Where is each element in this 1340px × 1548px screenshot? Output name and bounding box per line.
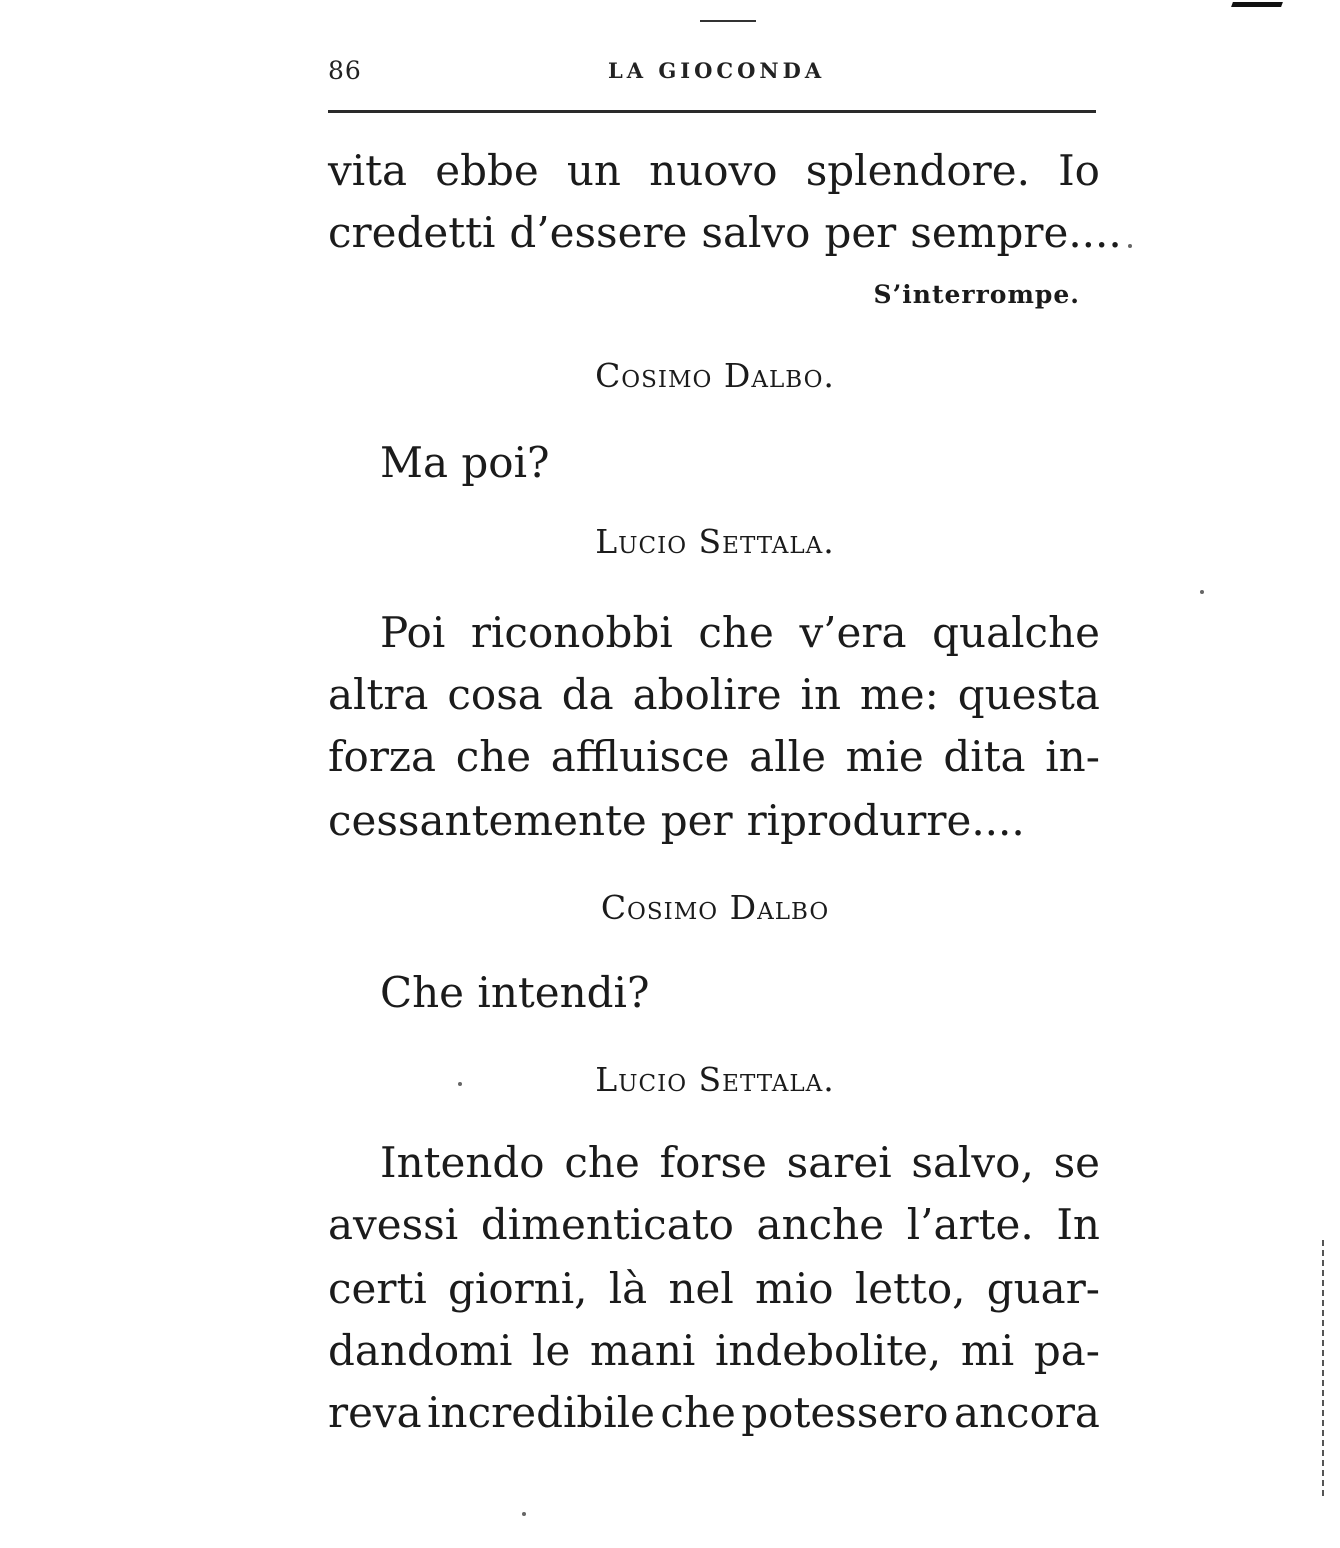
text-line: Ma poi? (380, 438, 550, 487)
scan-speck (1128, 244, 1132, 248)
word: me: (859, 670, 939, 719)
word: cosa (447, 670, 543, 719)
scan-speck (1200, 590, 1204, 594)
word: vita (328, 146, 408, 195)
text-line (328, 144, 1100, 198)
word: salvo (701, 208, 811, 257)
speaker-name: Lucio Settala. (595, 1060, 835, 1099)
page-number: 86 (328, 56, 362, 85)
word: potessero (741, 1388, 949, 1437)
scan-speck (458, 1082, 462, 1086)
word: mio (755, 1264, 834, 1313)
stage-direction: S’interrompe. (873, 280, 1080, 309)
word: riprodurre.... (746, 796, 1025, 845)
word: nuovo (649, 146, 778, 195)
word: forse (659, 1138, 767, 1187)
word: avessi (328, 1200, 459, 1249)
word: da (561, 670, 614, 719)
word: alle (749, 732, 826, 781)
word: v’era (799, 608, 907, 657)
word: che (455, 732, 532, 781)
word: ancora (953, 1388, 1100, 1437)
text-line (380, 606, 1100, 660)
word: per (824, 208, 897, 257)
word: l’arte. (906, 1200, 1034, 1249)
word: per (660, 796, 733, 845)
word: questa (957, 670, 1100, 719)
text-line (328, 668, 1100, 722)
word: Intendo (380, 1138, 545, 1187)
word: che (698, 608, 774, 657)
corner-mark (1231, 2, 1283, 7)
word: reva (328, 1388, 422, 1437)
word: sempre.... (910, 208, 1122, 257)
word: se (1053, 1138, 1100, 1187)
word: mie (845, 732, 924, 781)
word: mani (589, 1326, 696, 1375)
word: che (660, 1388, 736, 1437)
word: dandomi (328, 1326, 513, 1375)
word: ebbe (435, 146, 539, 195)
speaker-name: Cosimo Dalbo. (595, 356, 835, 395)
word: indebolite, (714, 1326, 942, 1375)
word: mi (960, 1326, 1015, 1375)
speaker-name: Cosimo Dalbo (600, 888, 830, 927)
word: forza (328, 732, 437, 781)
word: sarei (786, 1138, 892, 1187)
text-line (328, 1324, 1100, 1378)
scan-speck (522, 1512, 526, 1516)
print-mark (700, 20, 756, 22)
word: nel (668, 1264, 734, 1313)
word: là (608, 1264, 648, 1313)
word: salvo, (911, 1138, 1034, 1187)
word: incredibile (427, 1388, 655, 1437)
word: dita (943, 732, 1026, 781)
word: Io (1058, 146, 1100, 195)
word: in- (1045, 732, 1100, 781)
text-line (328, 1198, 1100, 1252)
text-line (328, 1262, 1100, 1316)
header-rule (328, 110, 1096, 113)
word: abolire (632, 670, 782, 719)
word: pa- (1033, 1326, 1100, 1375)
word: in (800, 670, 841, 719)
word: qualche (932, 608, 1100, 657)
text-line: Che intendi? (380, 968, 650, 1017)
word: riconobbi (470, 608, 673, 657)
speaker-name: Lucio Settala. (595, 522, 835, 561)
word: In (1056, 1200, 1100, 1249)
word: dimenticato (480, 1200, 734, 1249)
word: certi (328, 1264, 427, 1313)
text-line (380, 1136, 1100, 1190)
word: credetti (328, 208, 496, 257)
text-line (328, 206, 1122, 260)
word: un (566, 146, 621, 195)
word: Poi (380, 608, 446, 657)
word: guar- (986, 1264, 1100, 1313)
scan-edge (1322, 1240, 1324, 1500)
word: le (532, 1326, 571, 1375)
word: cessantemente (328, 796, 647, 845)
text-line (328, 1386, 1100, 1440)
running-title: LA GIOCONDA (608, 58, 826, 83)
word: affluisce (550, 732, 730, 781)
word: d’essere (509, 208, 688, 257)
word: letto, (854, 1264, 966, 1313)
word: altra (328, 670, 429, 719)
text-line (328, 794, 1100, 848)
word: che (564, 1138, 640, 1187)
text-line (328, 730, 1100, 784)
word: giorni, (448, 1264, 588, 1313)
word: anche (756, 1200, 885, 1249)
word: splendore. (805, 146, 1030, 195)
